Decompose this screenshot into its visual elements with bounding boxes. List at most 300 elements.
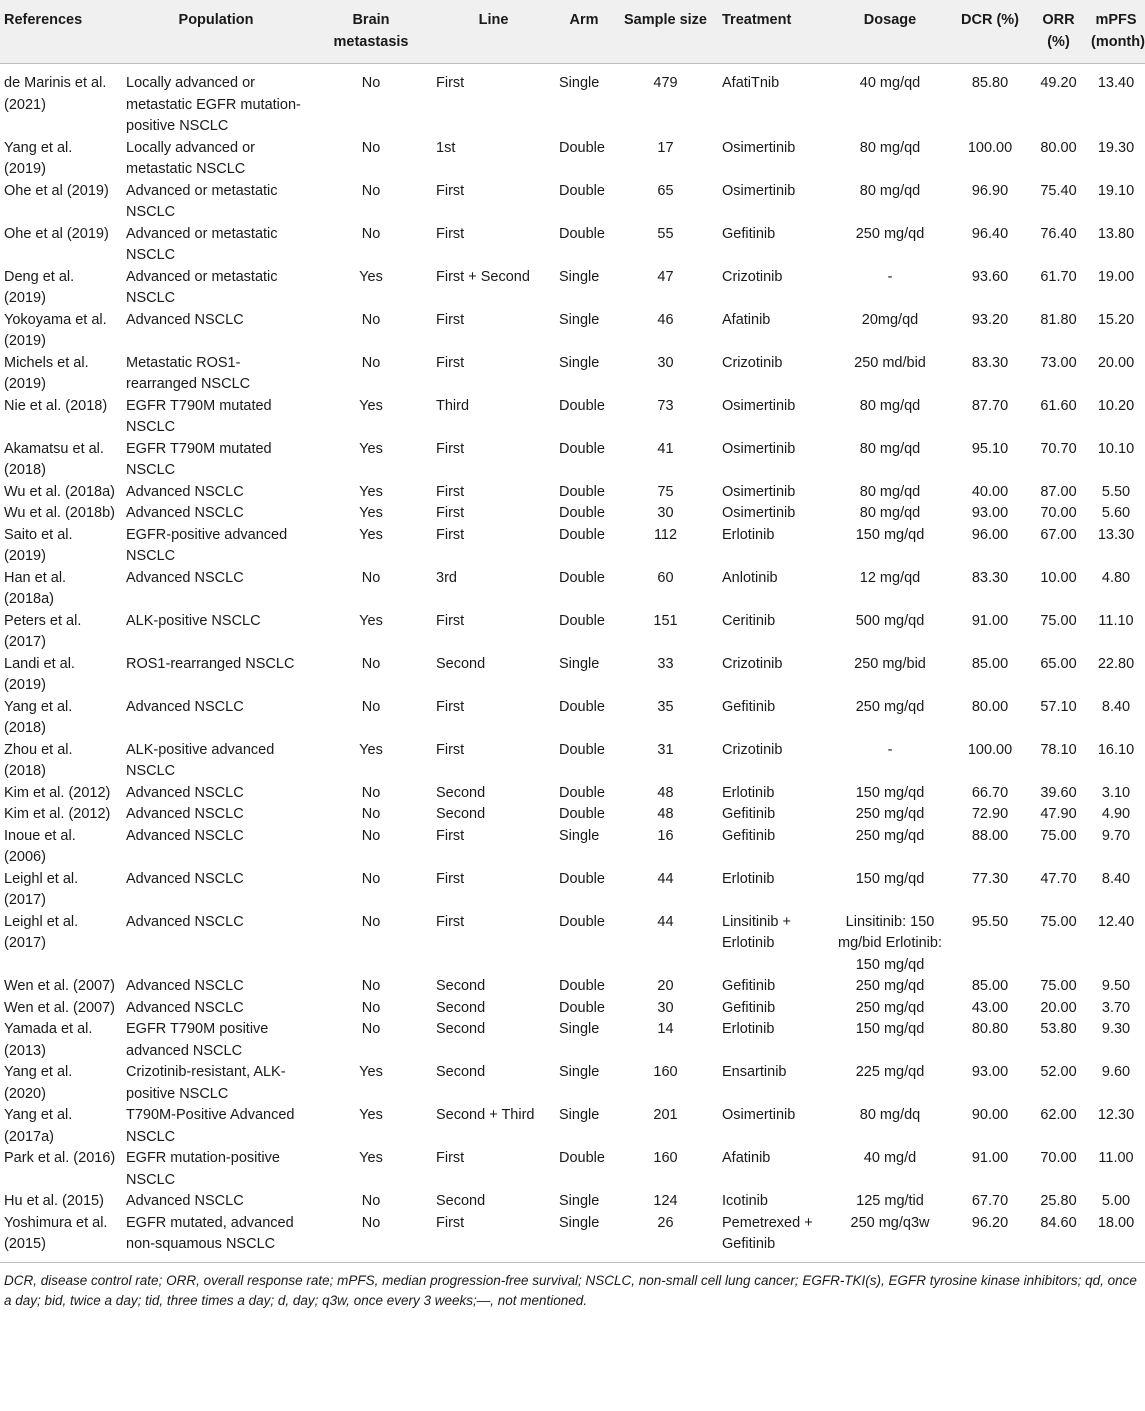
cell-dosage: 225 mg/qd: [855, 1064, 925, 1080]
cell-mpfs: 3.70: [1101, 999, 1131, 1016]
cell-treatment: Afatinib: [722, 1150, 771, 1166]
cell-references: Deng et al. (2019): [4, 268, 75, 306]
cell-sample-size: 20: [657, 978, 674, 994]
cell-brain-metastasis: Yes: [359, 505, 383, 521]
cell-sample-size: 73: [657, 397, 674, 414]
cell-arm: Double: [559, 505, 605, 521]
cell-references: Wu et al. (2018b): [4, 505, 115, 521]
cell-sample-size: 16: [657, 827, 674, 844]
header-mpfs: mPFS (month): [1087, 0, 1145, 64]
table-row: [0, 783, 1145, 805]
cell-brain-metastasis: No: [361, 1193, 381, 1209]
cell-references: Han et al. (2018a): [4, 569, 67, 607]
cell-orr: 67.00: [1040, 526, 1077, 543]
cell-mpfs: 19.10: [1097, 182, 1135, 199]
cell-sample-size: 65: [657, 182, 674, 199]
cell-mpfs: 4.90: [1101, 806, 1131, 822]
cell-mpfs: 18.00: [1087, 1213, 1145, 1263]
cell-references: Landi et al. (2019): [4, 655, 75, 693]
cell-population: Advanced NSCLC: [126, 784, 244, 801]
cell-mpfs: 13.30: [1097, 526, 1135, 543]
cell-brain-metastasis: No: [361, 827, 381, 844]
cell-line: Second: [436, 655, 486, 672]
cell-mpfs: 20.00: [1097, 354, 1135, 371]
header-sample-size: Sample size: [613, 0, 718, 64]
cell-dosage: 80 mg/qd: [859, 440, 921, 457]
cell-dcr: 90.00: [971, 1107, 1009, 1123]
cell-line: First + Second: [436, 268, 530, 285]
cell-sample-size: 41: [657, 440, 674, 457]
cell-line: First: [436, 827, 465, 844]
cell-treatment: Linsitinib + Erlotinib: [722, 913, 791, 951]
cell-orr: 81.80: [1040, 311, 1077, 328]
cell-dosage: 80 mg/qd: [859, 139, 921, 156]
cell-mpfs: 8.40: [1101, 870, 1131, 887]
table-row: [0, 654, 1145, 697]
cell-line: 1st: [436, 139, 456, 156]
cell-brain-metastasis: No: [361, 913, 381, 930]
cell-arm: Single: [555, 1213, 613, 1263]
cell-arm: Single: [559, 1193, 600, 1209]
cell-mpfs: 12.30: [1097, 1107, 1135, 1123]
cell-dcr: 100.00: [967, 741, 1013, 758]
cell-brain-metastasis: No: [361, 1021, 381, 1037]
header-dosage: Dosage: [830, 0, 950, 64]
table-row: [0, 503, 1145, 525]
cell-population: Advanced or metastatic NSCLC: [126, 182, 278, 220]
table-row: [0, 697, 1145, 740]
cell-sample-size: 33: [657, 655, 674, 672]
cell-sample-size: 160: [653, 1064, 678, 1080]
cell-treatment: Osimertinib: [722, 505, 796, 521]
cell-line: First: [436, 913, 465, 930]
cell-sample-size: 35: [657, 698, 674, 715]
cell-mpfs: 3.10: [1101, 784, 1131, 801]
cell-mpfs: 5.00: [1101, 1193, 1131, 1209]
cell-arm: Single: [559, 75, 600, 91]
cell-orr: 62.00: [1040, 1107, 1077, 1123]
cell-dosage: 250 mg/qd: [855, 999, 925, 1016]
cell-brain-metastasis: No: [361, 870, 381, 887]
cell-references: Park et al. (2016): [4, 1150, 116, 1166]
cell-mpfs: 12.40: [1097, 913, 1135, 930]
table-footnote: DCR, disease control rate; ORR, overall response rate; mPFS, median progression-free survival; NSCLC, non-small cell lung cancer; EGFR-TKI(s), EGFR tyrosine kinase inhibitors; qd, once a day; bid, twice a day; tid, three times a day; d, day; q3w, once every 3 weeks;—, not mentioned.: [4, 1272, 1137, 1308]
cell-references: Kim et al. (2012): [4, 806, 111, 822]
cell-line: First: [436, 505, 465, 521]
cell-line: First: [436, 526, 465, 543]
cell-population: Advanced NSCLC: [126, 913, 244, 930]
cell-orr: 52.00: [1040, 1064, 1077, 1080]
cell-dcr: 93.60: [971, 268, 1009, 285]
header-brain-metastasis: Brain metastasis: [310, 0, 432, 64]
cell-brain-metastasis: No: [361, 311, 381, 328]
cell-orr: 10.00: [1040, 569, 1077, 586]
cell-sample-size: 14: [657, 1021, 674, 1037]
cell-references: Leighl et al. (2017): [4, 913, 79, 951]
cell-dosage: 40 mg/qd: [859, 75, 921, 91]
cell-orr: 75.40: [1040, 182, 1077, 199]
cell-arm: Double: [559, 139, 605, 156]
cell-dcr: 96.40: [971, 225, 1009, 242]
cell-mpfs: 9.50: [1101, 978, 1131, 994]
cell-dcr: 100.00: [967, 139, 1013, 156]
cell-population: ALK-positive NSCLC: [126, 612, 261, 629]
cell-treatment: Afatinib: [722, 311, 771, 328]
cell-orr: 49.20: [1040, 75, 1077, 91]
cell-population: Advanced NSCLC: [126, 870, 244, 887]
cell-dcr: 83.30: [971, 569, 1009, 586]
cell-sample-size: 30: [657, 999, 674, 1016]
table-row: [0, 869, 1145, 912]
table-header: [0, 0, 1145, 64]
cell-sample-size: 30: [657, 354, 674, 371]
cell-dcr: 95.50: [971, 913, 1009, 930]
table-body: [0, 64, 1145, 1263]
cell-brain-metastasis: Yes: [359, 741, 383, 758]
cell-population: Crizotinib-resistant, ALK-positive NSCLC: [126, 1064, 286, 1102]
cell-treatment: Osimertinib: [722, 139, 796, 156]
cell-arm: Double: [559, 870, 605, 887]
cell-mpfs: 13.80: [1097, 225, 1135, 242]
cell-references: Wen et al. (2007): [4, 978, 115, 994]
cell-population: Advanced or metastatic NSCLC: [126, 225, 278, 263]
cell-dosage: 150 mg/qd: [855, 1021, 925, 1037]
cell-brain-metastasis: No: [361, 655, 381, 672]
cell-line: First: [432, 1213, 555, 1263]
table-row: [0, 976, 1145, 998]
cell-brain-metastasis: No: [361, 354, 381, 371]
cell-references: Yang et al. (2020): [4, 1064, 73, 1102]
table-row: [0, 826, 1145, 869]
table-row: [0, 396, 1145, 439]
cell-line: First: [436, 311, 465, 328]
cell-population: EGFR-positive advanced NSCLC: [126, 526, 288, 564]
cell-dcr: 93.00: [971, 505, 1009, 521]
cell-arm: Double: [559, 978, 605, 994]
cell-dcr: 96.20: [950, 1213, 1030, 1263]
cell-arm: Double: [559, 806, 605, 822]
cell-mpfs: 19.30: [1097, 139, 1135, 156]
cell-arm: Single: [559, 1021, 600, 1037]
cell-treatment: Ensartinib: [722, 1064, 787, 1080]
cell-mpfs: 4.80: [1101, 569, 1131, 586]
cell-brain-metastasis: No: [361, 182, 381, 199]
cell-line: First: [436, 225, 465, 242]
cell-sample-size: 201: [653, 1107, 678, 1123]
table-row: [0, 1148, 1145, 1191]
cell-line: Second: [436, 978, 486, 994]
cell-dosage: 250 mg/qd: [855, 827, 925, 844]
cell-arm: Double: [559, 225, 605, 242]
cell-treatment: Erlotinib: [722, 784, 775, 801]
cell-mpfs: 11.10: [1098, 612, 1134, 629]
cell-dosage: 250 mg/qd: [855, 225, 925, 242]
cell-treatment: Icotinib: [722, 1193, 768, 1209]
cell-sample-size: 112: [653, 526, 678, 543]
cell-dosage: 250 mg/q3w: [830, 1213, 950, 1263]
cell-dosage: 80 mg/qd: [859, 505, 921, 521]
cell-population: Locally advanced or metastatic NSCLC: [126, 139, 255, 177]
cell-line: First: [436, 698, 465, 715]
cell-orr: 70.00: [1040, 505, 1077, 521]
cell-treatment: Crizotinib: [722, 655, 783, 672]
table-row: [0, 912, 1145, 977]
cell-arm: Single: [559, 655, 600, 672]
cell-dcr: 88.00: [971, 827, 1009, 844]
table-row: [0, 998, 1145, 1020]
cell-references: Yamada et al. (2013): [4, 1021, 93, 1059]
cell-treatment: Crizotinib: [722, 354, 783, 371]
cell-arm: Double: [559, 526, 605, 543]
cell-treatment: Gefitinib: [722, 999, 776, 1016]
cell-arm: Single: [559, 1107, 600, 1123]
cell-population: Advanced NSCLC: [126, 505, 244, 521]
cell-references: Michels et al. (2019): [4, 354, 89, 392]
cell-dosage: 250 mg/qd: [855, 698, 925, 715]
header-references: References: [0, 0, 122, 64]
cell-dosage: 125 mg/tid: [856, 1193, 924, 1209]
table-row: [0, 482, 1145, 504]
table-row: [0, 611, 1145, 654]
cell-sample-size: 31: [657, 741, 674, 758]
cell-orr: 70.00: [1040, 1150, 1077, 1166]
cell-sample-size: 160: [653, 1150, 678, 1166]
cell-brain-metastasis: Yes: [359, 483, 383, 500]
table-row: [0, 267, 1145, 310]
cell-treatment: Gefitinib: [722, 978, 776, 994]
header-orr: ORR (%): [1030, 0, 1087, 64]
cell-dosage: 150 mg/qd: [855, 784, 925, 801]
cell-treatment: Gefitinib: [722, 225, 776, 242]
cell-arm: Double: [559, 784, 605, 801]
cell-dosage: 250 md/bid: [854, 354, 926, 371]
cell-treatment: Osimertinib: [722, 397, 796, 414]
cell-mpfs: 8.40: [1101, 698, 1131, 715]
cell-line: Second + Third: [436, 1107, 535, 1123]
cell-references: Ohe et al (2019): [4, 182, 109, 199]
cell-line: First: [436, 182, 465, 199]
header-line: Line: [432, 0, 555, 64]
cell-orr: 65.00: [1040, 655, 1077, 672]
cell-mpfs: 15.20: [1097, 311, 1135, 328]
cell-population: EGFR T790M mutated NSCLC: [126, 397, 272, 435]
cell-orr: 39.60: [1040, 784, 1077, 801]
cell-population: EGFR T790M mutated NSCLC: [126, 440, 272, 478]
cell-dcr: 91.00: [971, 612, 1009, 629]
table-row: [0, 224, 1145, 267]
cell-dosage: 150 mg/qd: [855, 870, 925, 887]
table-row: [0, 740, 1145, 783]
table-row: [0, 181, 1145, 224]
cell-references: Kim et al. (2012): [4, 784, 111, 801]
cell-dosage: 12 mg/qd: [859, 569, 921, 586]
cell-population: Advanced NSCLC: [126, 978, 244, 994]
cell-population: Advanced NSCLC: [126, 483, 244, 500]
cell-sample-size: 44: [657, 870, 674, 887]
cell-treatment: AfatiTnib: [722, 75, 780, 91]
cell-line: First: [436, 1150, 465, 1166]
cell-line: Second: [436, 1064, 486, 1080]
cell-orr: 75.00: [1040, 827, 1077, 844]
cell-brain-metastasis: Yes: [359, 612, 383, 629]
table-row: [0, 804, 1145, 826]
cell-population: EGFR mutated, advanced non-squamous NSCLC: [122, 1213, 310, 1263]
cell-mpfs: 16.10: [1097, 741, 1135, 758]
cell-sample-size: 55: [657, 225, 674, 242]
cell-sample-size: 30: [657, 505, 674, 521]
cell-arm: Double: [559, 999, 605, 1016]
cell-mpfs: 22.80: [1097, 655, 1135, 672]
cell-dcr: 85.00: [971, 978, 1009, 994]
table-row: [0, 525, 1145, 568]
cell-references: Inoue et al. (2006): [4, 827, 76, 865]
header-treatment: Treatment: [718, 0, 830, 64]
cell-treatment: Gefitinib: [722, 806, 776, 822]
cell-brain-metastasis: No: [361, 75, 381, 91]
cell-references: Yang et al. (2018): [4, 698, 73, 736]
cell-line: First: [436, 75, 465, 91]
cell-orr: 75.00: [1040, 913, 1077, 930]
table-row: [0, 310, 1145, 353]
cell-references: Peters et al. (2017): [4, 612, 82, 650]
cell-references: Hu et al. (2015): [4, 1193, 104, 1209]
table-row: [0, 439, 1145, 482]
cell-line: 3rd: [436, 569, 457, 586]
cell-dosage: 250 mg/qd: [855, 806, 925, 822]
header-population: Population: [122, 0, 310, 64]
cell-brain-metastasis: No: [361, 569, 381, 586]
cell-sample-size: 75: [657, 483, 674, 500]
cell-line: First: [436, 612, 465, 629]
cell-population: Metastatic ROS1-rearranged NSCLC: [126, 354, 251, 392]
cell-mpfs: 10.20: [1097, 397, 1135, 414]
cell-sample-size: 46: [657, 311, 674, 328]
cell-population: EGFR mutation-positive NSCLC: [126, 1150, 280, 1188]
cell-dosage: -: [887, 741, 893, 758]
cell-arm: Double: [559, 440, 605, 457]
cell-references: Zhou et al. (2018): [4, 741, 73, 779]
cell-dcr: 93.00: [971, 1064, 1009, 1080]
table-row: [0, 568, 1145, 611]
cell-line: First: [436, 440, 465, 457]
cell-dcr: 43.00: [971, 999, 1009, 1016]
cell-brain-metastasis: No: [361, 978, 381, 994]
cell-dosage: 150 mg/qd: [855, 526, 925, 543]
cell-mpfs: 9.30: [1101, 1021, 1131, 1037]
cell-arm: Double: [559, 483, 605, 500]
cell-arm: Single: [559, 311, 600, 328]
cell-dosage: 80 mg/qd: [859, 483, 921, 500]
cell-dosage: 500 mg/qd: [855, 612, 925, 629]
cell-population: Advanced NSCLC: [126, 827, 244, 844]
cell-line: First: [436, 483, 465, 500]
cell-orr: 61.70: [1040, 268, 1077, 285]
cell-dcr: 77.30: [971, 870, 1009, 887]
cell-sample-size: 17: [657, 139, 674, 156]
cell-treatment: Osimertinib: [722, 483, 796, 500]
cell-line: Second: [436, 1021, 486, 1037]
table-row: [0, 353, 1145, 396]
cell-dosage: 80 mg/qd: [859, 397, 921, 414]
cell-population: Advanced or metastatic NSCLC: [126, 268, 278, 306]
cell-brain-metastasis: Yes: [359, 397, 383, 414]
cell-mpfs: 9.60: [1101, 1064, 1131, 1080]
cell-line: First: [436, 354, 465, 371]
cell-treatment: Gefitinib: [722, 698, 776, 715]
cell-brain-metastasis: Yes: [359, 1150, 383, 1166]
cell-references: Yoshimura et al. (2015): [0, 1213, 122, 1263]
cell-population: Advanced NSCLC: [126, 569, 244, 586]
cell-dosage: 250 mg/bid: [854, 655, 926, 672]
cell-population: Advanced NSCLC: [126, 999, 244, 1016]
cell-orr: 61.60: [1040, 397, 1077, 414]
table-row: [0, 1213, 1145, 1263]
table-row: [0, 1191, 1145, 1213]
cell-line: Second: [436, 999, 486, 1016]
cell-mpfs: 9.70: [1101, 827, 1131, 844]
cell-dcr: 96.00: [971, 526, 1009, 543]
header-dcr: DCR (%): [950, 0, 1030, 64]
cell-line: Second: [436, 806, 486, 822]
cell-sample-size: 48: [657, 806, 674, 822]
cell-references: Yang et al. (2017a): [4, 1107, 73, 1145]
cell-mpfs: 13.40: [1097, 75, 1135, 91]
cell-arm: Double: [559, 741, 605, 758]
cell-dosage: 80 mg/qd: [859, 182, 921, 199]
cell-brain-metastasis: No: [361, 139, 381, 156]
cell-orr: 78.10: [1040, 741, 1077, 758]
table-row: [0, 138, 1145, 181]
cell-mpfs: 5.60: [1101, 505, 1131, 521]
cell-arm: Double: [559, 1150, 605, 1166]
cell-arm: Single: [559, 1064, 600, 1080]
cell-orr: 20.00: [1040, 999, 1077, 1016]
header-arm: Arm: [555, 0, 613, 64]
cell-brain-metastasis: No: [361, 225, 381, 242]
cell-brain-metastasis: No: [361, 999, 381, 1016]
cell-references: Wen et al. (2007): [4, 999, 115, 1016]
cell-dcr: 85.80: [971, 75, 1009, 91]
cell-population: Locally advanced or metastatic EGFR mutation-positive NSCLC: [126, 75, 301, 134]
cell-references: de Marinis et al. (2021): [4, 75, 107, 113]
table-row: [0, 64, 1145, 138]
cell-sample-size: 44: [657, 913, 674, 930]
cell-orr: 25.80: [1040, 1193, 1077, 1209]
cell-orr: 53.80: [1040, 1021, 1077, 1037]
cell-orr: 73.00: [1040, 354, 1077, 371]
cell-brain-metastasis: No: [310, 1213, 432, 1263]
cell-dcr: 40.00: [971, 483, 1009, 500]
cell-dcr: 80.80: [971, 1021, 1009, 1037]
cell-line: Second: [436, 1193, 486, 1209]
cell-orr: 75.00: [1040, 612, 1077, 629]
cell-arm: Single: [559, 268, 600, 285]
cell-treatment: Pemetrexed + Gefitinib: [718, 1213, 830, 1263]
cell-references: Wu et al. (2018a): [4, 483, 115, 500]
cell-orr: 57.10: [1040, 698, 1077, 715]
cell-dosage: 40 mg/d: [863, 1150, 917, 1166]
cell-arm: Double: [559, 698, 605, 715]
cell-references: Ohe et al (2019): [4, 225, 109, 242]
cell-line: First: [436, 741, 465, 758]
cell-treatment: Erlotinib: [722, 526, 775, 543]
cell-mpfs: 10.10: [1097, 440, 1135, 457]
cell-orr: 84.60: [1030, 1213, 1087, 1263]
cell-line: First: [436, 870, 465, 887]
table-row: [0, 1105, 1145, 1148]
cell-population: Advanced NSCLC: [126, 1193, 244, 1209]
cell-dosage: Linsitinib: 150 mg/bid Erlotinib: 150 mg/qd: [838, 913, 942, 973]
